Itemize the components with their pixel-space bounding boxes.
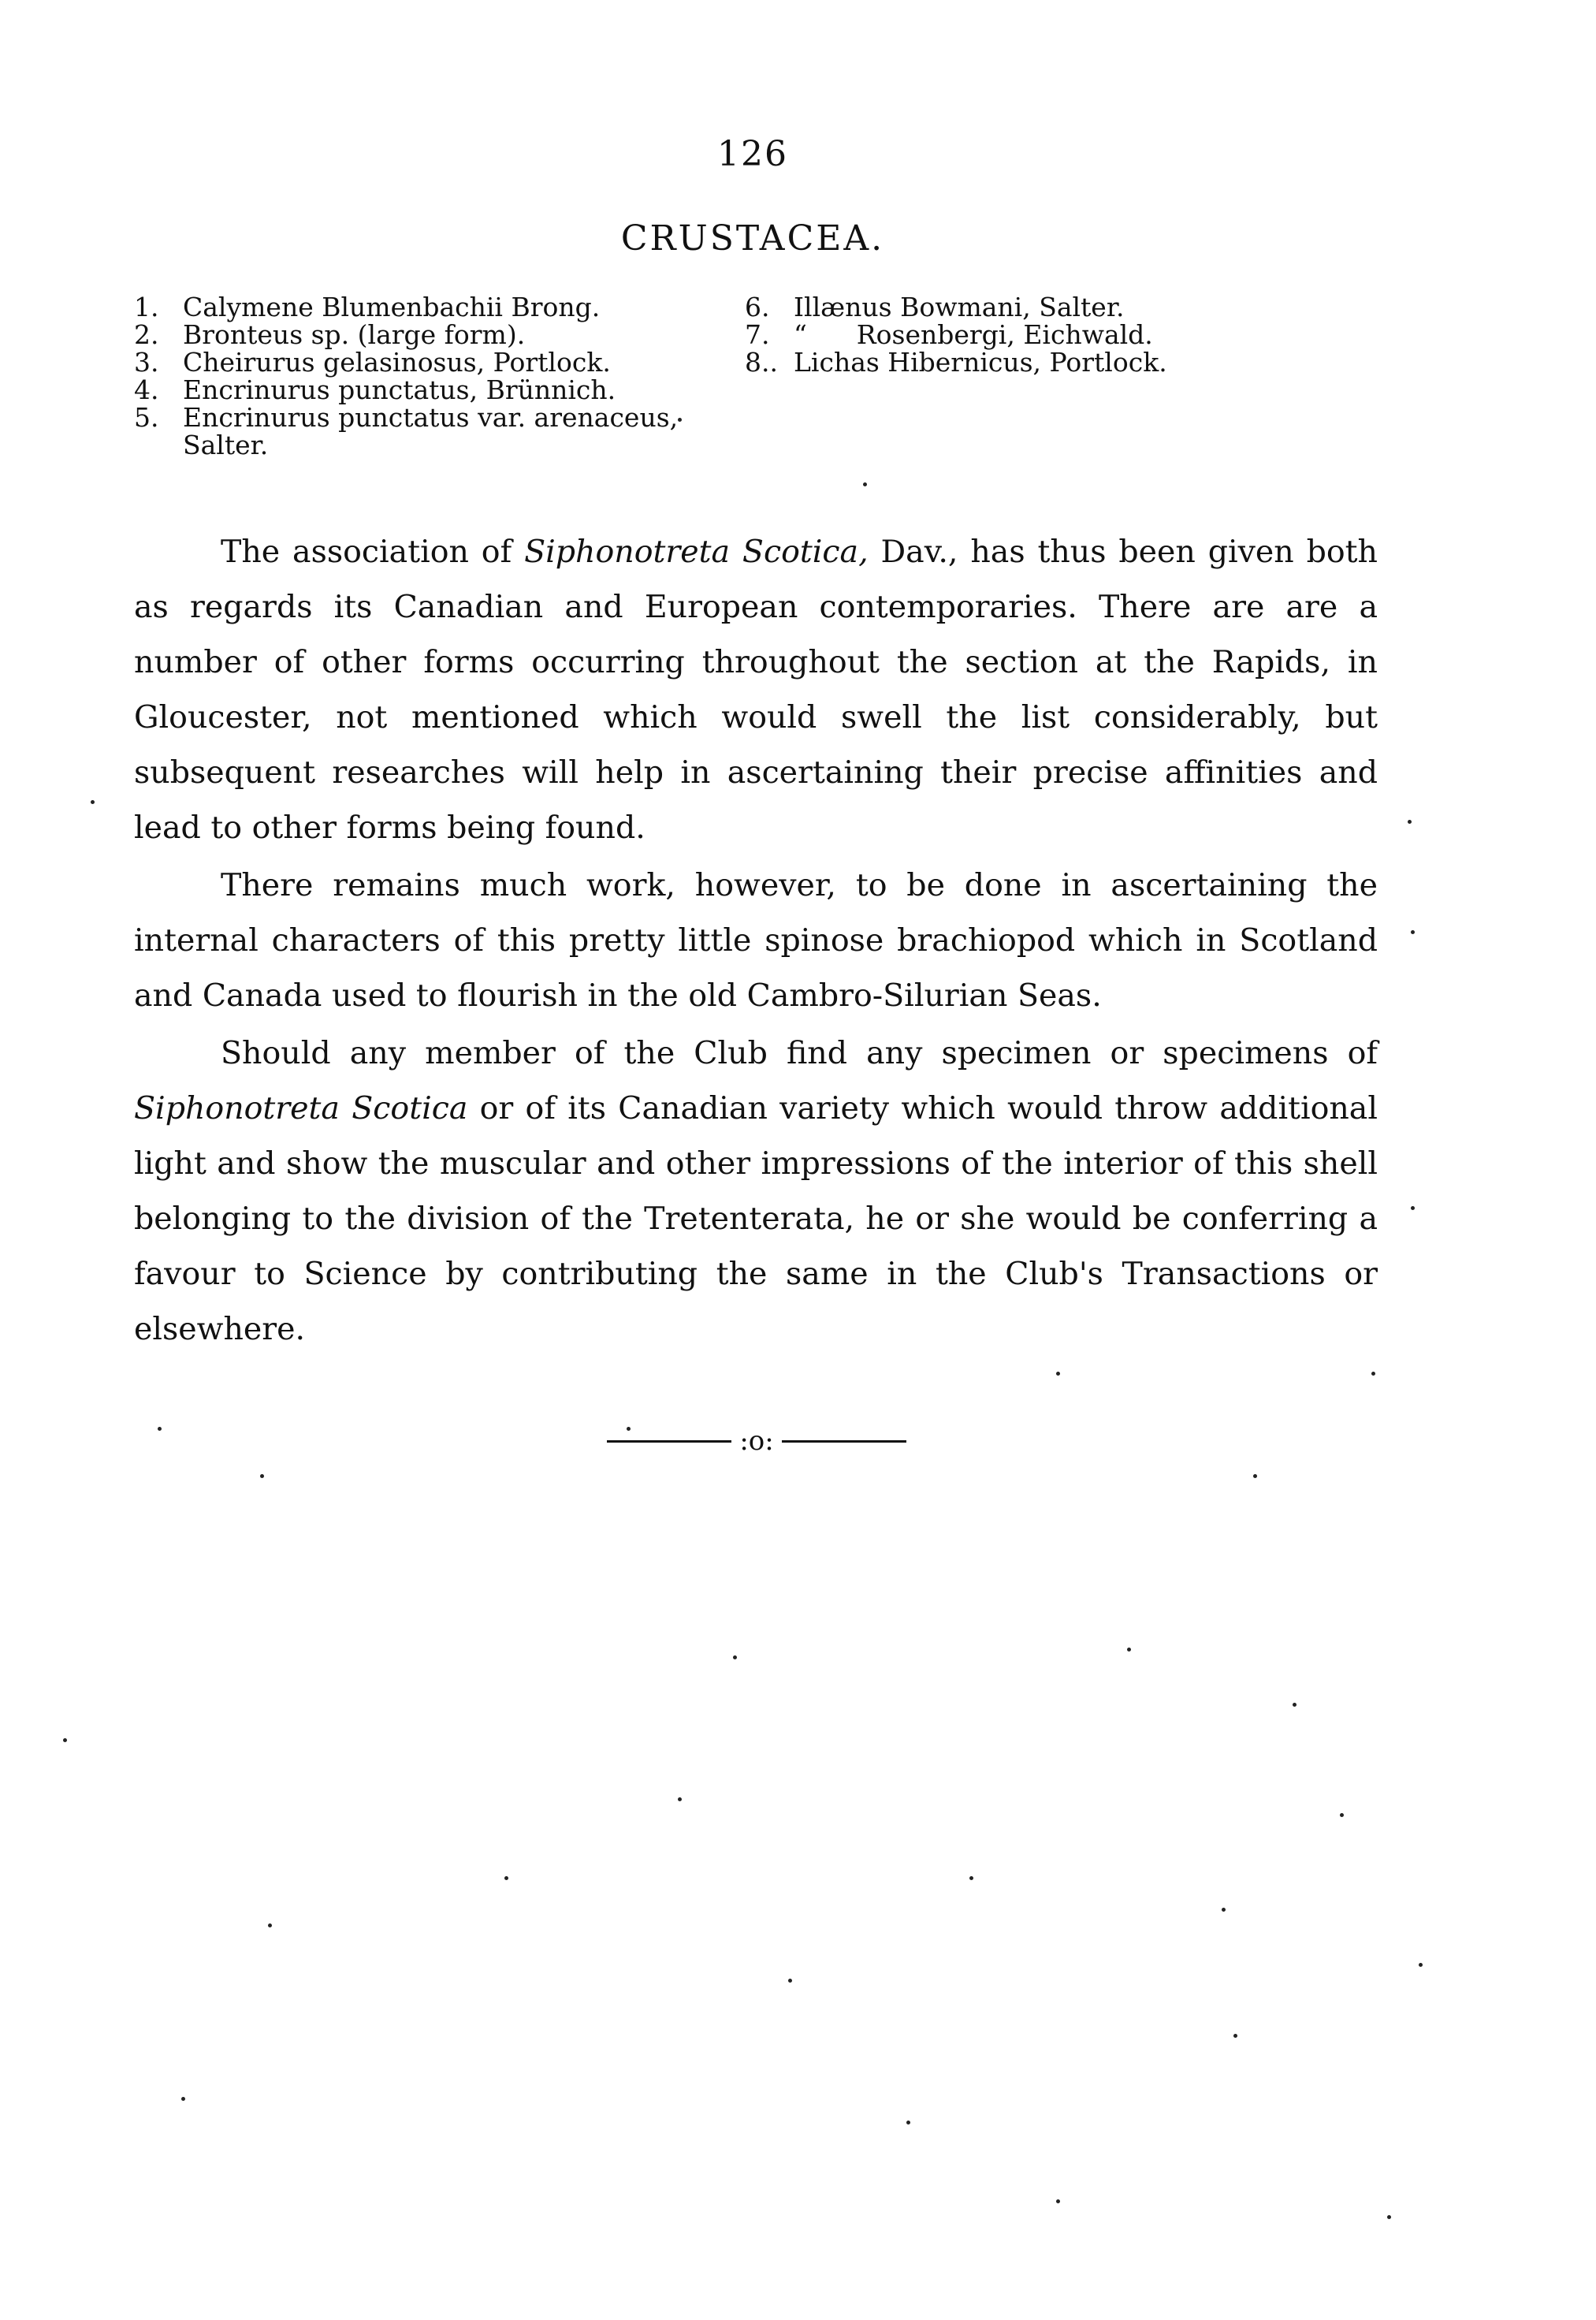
scan-speck bbox=[1293, 1703, 1297, 1707]
species-number: 5. bbox=[134, 402, 159, 433]
species-item bbox=[134, 321, 733, 348]
paragraph-text: The association of bbox=[221, 534, 525, 570]
scan-speck bbox=[627, 1427, 631, 1431]
scan-speck bbox=[91, 800, 95, 804]
scan-speck bbox=[504, 1876, 508, 1880]
divider-rule bbox=[782, 1440, 906, 1443]
scan-speck bbox=[1408, 820, 1412, 824]
species-name: Illænus Bowmani, Salter. bbox=[794, 292, 1125, 322]
species-name: “ Rosenbergi, Eichwald. bbox=[794, 319, 1153, 350]
species-name: Cheirurus gelasinosus, Portlock. bbox=[183, 347, 611, 378]
species-item bbox=[134, 404, 733, 459]
species-item bbox=[745, 321, 1360, 348]
scan-speck bbox=[733, 1655, 737, 1659]
scan-speck bbox=[969, 1876, 973, 1880]
species-name: Bronteus sp. (large form). bbox=[183, 319, 526, 350]
species-name: Calymene Blumenbachii Brong. bbox=[183, 292, 601, 322]
scan-speck bbox=[1222, 1908, 1226, 1912]
section-heading-crustacea: CRUSTACEA. bbox=[620, 218, 885, 259]
scan-speck bbox=[1056, 1372, 1060, 1376]
scan-speck bbox=[1387, 2215, 1391, 2219]
italic-taxon: Siphonotreta Scotica bbox=[134, 1090, 468, 1126]
page-number: 126 bbox=[717, 134, 788, 174]
species-item bbox=[134, 348, 733, 376]
scan-speck bbox=[1419, 1963, 1423, 1967]
species-number: 1. bbox=[134, 292, 159, 322]
species-number: 6. bbox=[745, 292, 770, 322]
paragraph-work-remaining bbox=[134, 858, 1378, 1023]
species-number: 3. bbox=[134, 347, 159, 378]
paragraph-association bbox=[134, 524, 1378, 855]
scan-speck bbox=[1411, 930, 1415, 934]
species-item bbox=[745, 348, 1360, 376]
scan-speck bbox=[678, 418, 682, 422]
species-item bbox=[134, 376, 733, 404]
scan-speck bbox=[1371, 1372, 1375, 1376]
divider-mark: :o: bbox=[739, 1425, 774, 1457]
paragraph-text: or of its Canadian variety which would throw additional light and show the muscular and other impressions of the interior of this shell belonging to the division of the Tretenterata, he or she would be conferring a favour to Science by contributing the same in the Club's Transactions or elsewhere. bbox=[134, 1090, 1378, 1347]
species-name: Encrinurus punctatus var. arenaceus, Salter. bbox=[183, 402, 679, 460]
scan-speck bbox=[1056, 2199, 1060, 2203]
scan-speck bbox=[678, 1797, 682, 1801]
scan-speck bbox=[63, 1738, 67, 1742]
species-name: Lichas Hibernicus, Portlock. bbox=[794, 347, 1167, 378]
paragraph-text: There remains much work, however, to be done in ascertaining the internal characters of this pretty little spinose brachiopod which in Scotland and Canada used to flourish in the old Cambro-Silurian Seas. bbox=[134, 867, 1378, 1014]
species-item bbox=[745, 293, 1360, 321]
body-text bbox=[134, 524, 1378, 1359]
scan-speck bbox=[863, 482, 867, 486]
paragraph-club-request bbox=[134, 1026, 1378, 1357]
species-number: 4. bbox=[134, 374, 159, 405]
scan-speck bbox=[1253, 1474, 1257, 1478]
scan-speck bbox=[1233, 2034, 1237, 2038]
scan-speck bbox=[788, 1979, 792, 1983]
scan-speck bbox=[158, 1427, 162, 1431]
scan-speck bbox=[1127, 1648, 1131, 1652]
species-item bbox=[134, 293, 733, 321]
scan-speck bbox=[268, 1923, 272, 1927]
species-name: Encrinurus punctatus, Brünnich. bbox=[183, 374, 616, 405]
scan-speck bbox=[181, 2097, 185, 2101]
species-number: 7. bbox=[745, 319, 770, 350]
paragraph-text: Dav., has thus been given both as regards its Canadian and European contemporaries. There are are a number of other forms occurring throughout the section at the Rapids, in Gloucester, not mentioned which would swell the list considerably, but subsequent researches will help in ascertaining their precise affinities and lead to other forms being found. bbox=[134, 534, 1378, 846]
scan-speck bbox=[906, 2121, 910, 2124]
scan-speck bbox=[1340, 1813, 1344, 1817]
scan-speck bbox=[260, 1474, 264, 1478]
italic-taxon: Siphonotreta Scotica, bbox=[524, 534, 869, 570]
divider-rule bbox=[607, 1440, 731, 1443]
paragraph-text: Should any member of the Club find any specimen or specimens of bbox=[221, 1035, 1378, 1071]
species-list-left bbox=[134, 293, 733, 459]
species-number: 8.. bbox=[745, 347, 778, 378]
species-list-right bbox=[745, 293, 1360, 376]
species-number: 2. bbox=[134, 319, 159, 350]
section-divider bbox=[607, 1425, 906, 1457]
scan-speck bbox=[1411, 1206, 1415, 1210]
